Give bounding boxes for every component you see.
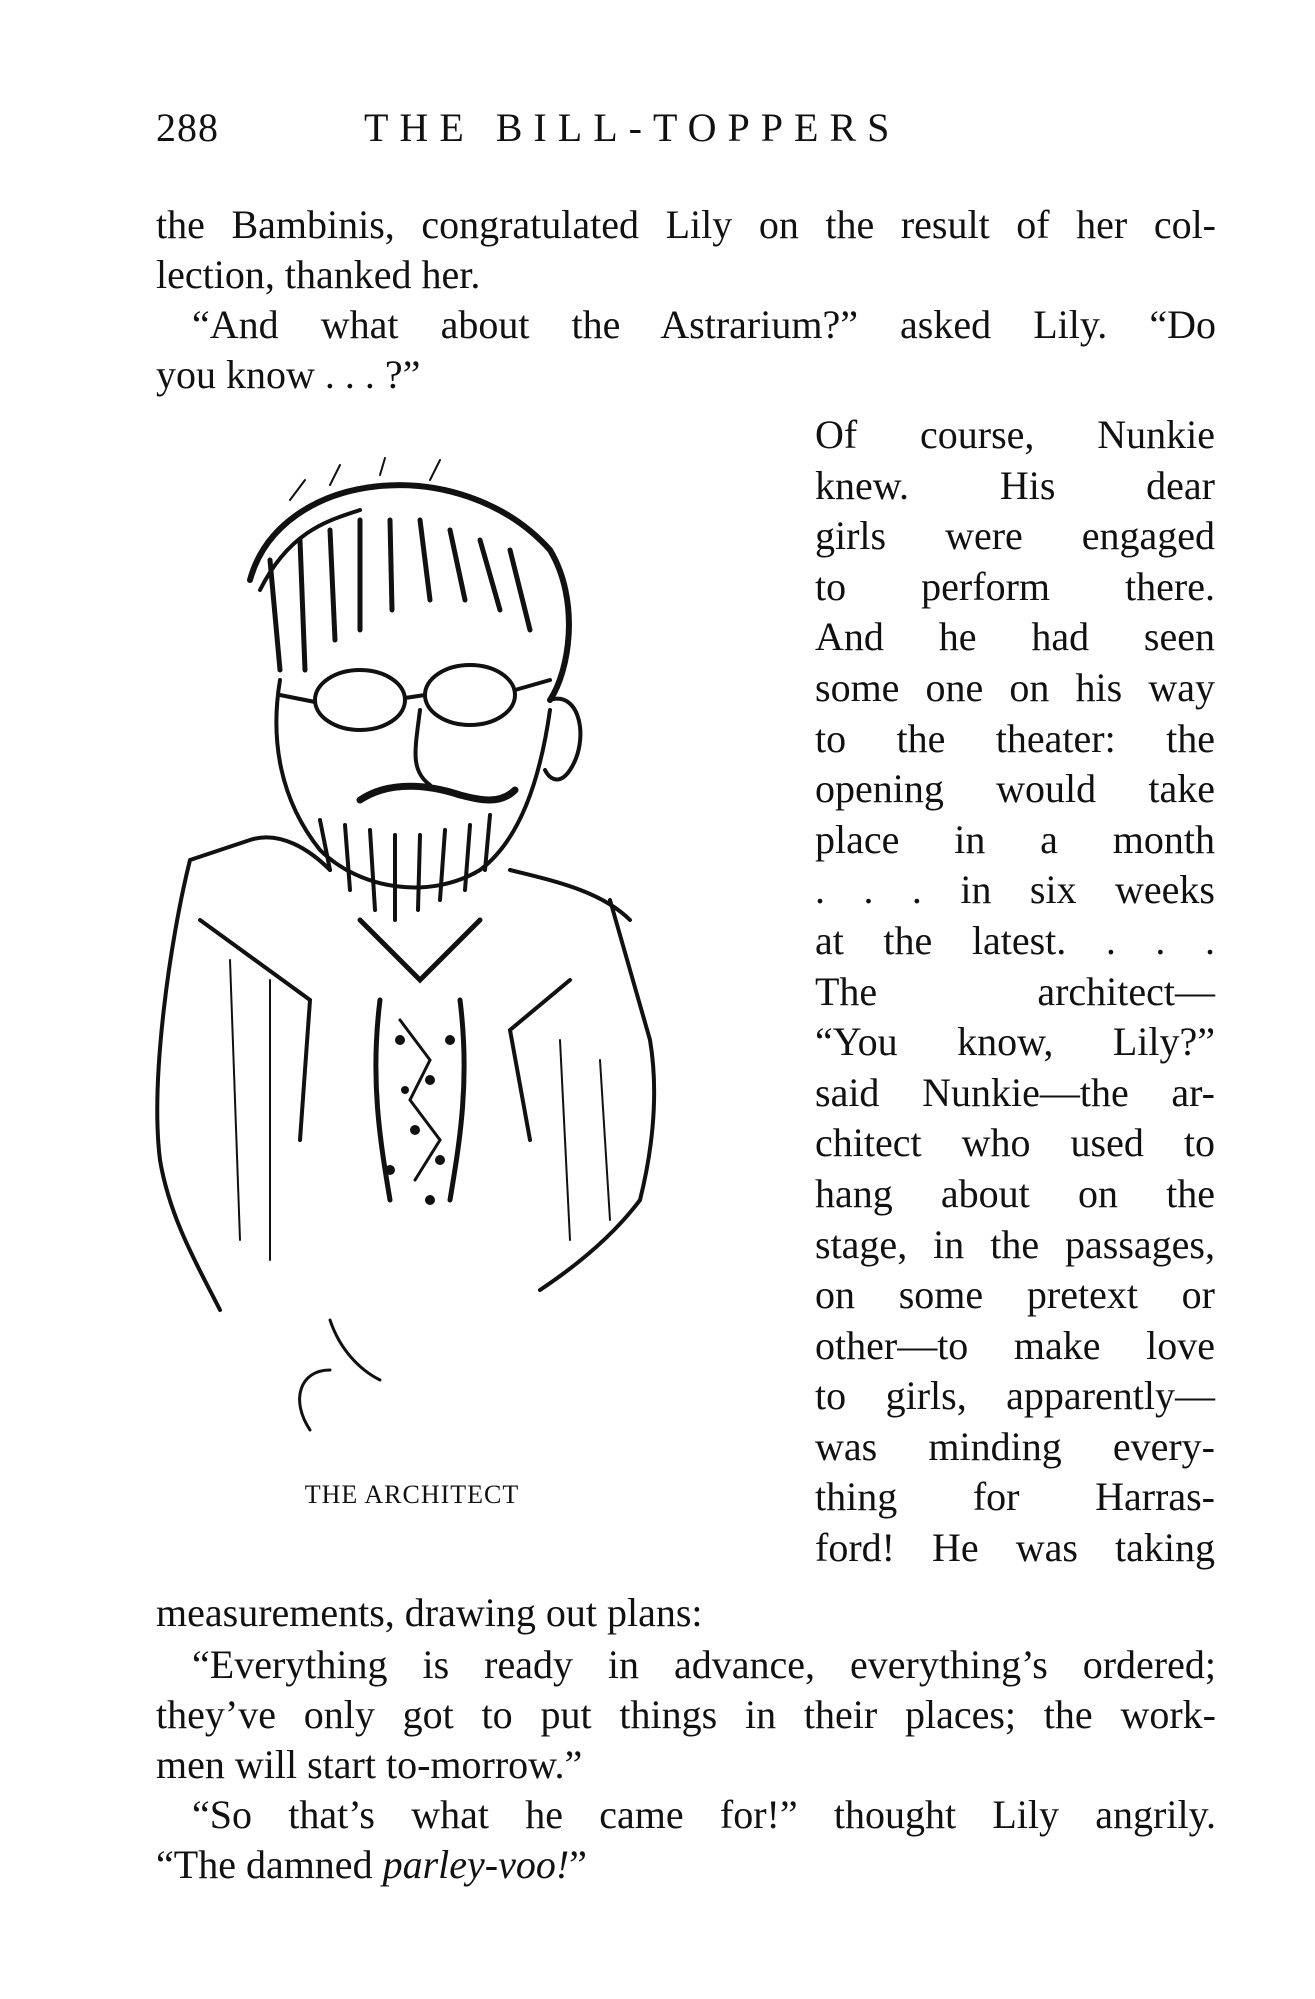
text-line: they’ve only got to put things in their places; the work- (156, 1692, 1216, 1737)
text-line: lection, thanked her. (156, 252, 481, 297)
text-line: to perform there. (815, 563, 1215, 609)
text-line: place in a month (815, 816, 1215, 862)
text-line: And he had seen (815, 614, 1215, 660)
running-head (156, 98, 1216, 158)
text-line: chitect who used to (815, 1120, 1215, 1166)
text-line: stage, in the passages, (815, 1221, 1215, 1267)
text-line: “So that’s what he came for!” thought Lily angrily. (192, 1792, 1216, 1837)
architect-sketch-icon (130, 440, 790, 1440)
italic-phrase: parley-voo! (382, 1842, 570, 1887)
text-line: hang about on the (815, 1170, 1215, 1216)
page-number: 288 (156, 105, 219, 150)
figure-caption: THE ARCHITECT (304, 1480, 520, 1509)
paragraph-4 (156, 1640, 1216, 1790)
text-line: to the theater: the (815, 715, 1215, 761)
text-line: Of course, Nunkie (815, 412, 1215, 457)
text-line: other—to make love (815, 1322, 1215, 1368)
text-line: knew. His dear (815, 462, 1215, 508)
paragraph-1 (156, 200, 1216, 300)
text-line: girls were engaged (815, 513, 1215, 559)
paragraph-3-wrapped (815, 410, 1215, 1574)
text-line: some one on his way (815, 664, 1215, 710)
text-line: you know . . . ?” (156, 352, 421, 397)
text-line: “And what about the Astrarium?” asked Lily. “Do (192, 302, 1216, 347)
text-segment: “The damned (156, 1842, 383, 1887)
text-line: “You know, Lily?” (815, 1019, 1215, 1065)
book-title: THE BILL-TOPPERS (364, 105, 901, 150)
paragraph-2 (156, 300, 1216, 400)
text-line: opening would take (815, 766, 1215, 812)
text-line: men will start to-morrow.” (156, 1742, 583, 1787)
text-line: said Nunkie—the ar- (815, 1069, 1215, 1115)
text-line: at the latest. . . . (815, 917, 1215, 963)
paragraph-3-continued (156, 1588, 1216, 1638)
text-line: to girls, apparently— (815, 1373, 1215, 1419)
text-line: “Everything is ready in advance, everything’s ordered; (192, 1642, 1216, 1687)
text-line: measurements, drawing out plans: (156, 1590, 703, 1635)
text-line: on some pretext or (815, 1272, 1215, 1318)
text-segment: ” (569, 1842, 587, 1887)
text-line: The architect— (815, 968, 1215, 1014)
text-line (156, 1840, 1216, 1890)
text-line: ford! He was taking (815, 1525, 1215, 1571)
text-line: was minding every- (815, 1423, 1215, 1469)
paragraph-5 (156, 1790, 1216, 1890)
text-line: the Bambinis, congratulated Lily on the result of her col- (156, 202, 1216, 247)
text-line: . . . in six weeks (815, 867, 1215, 913)
architect-illustration (130, 440, 790, 1460)
text-line: thing for Harras- (815, 1474, 1215, 1520)
